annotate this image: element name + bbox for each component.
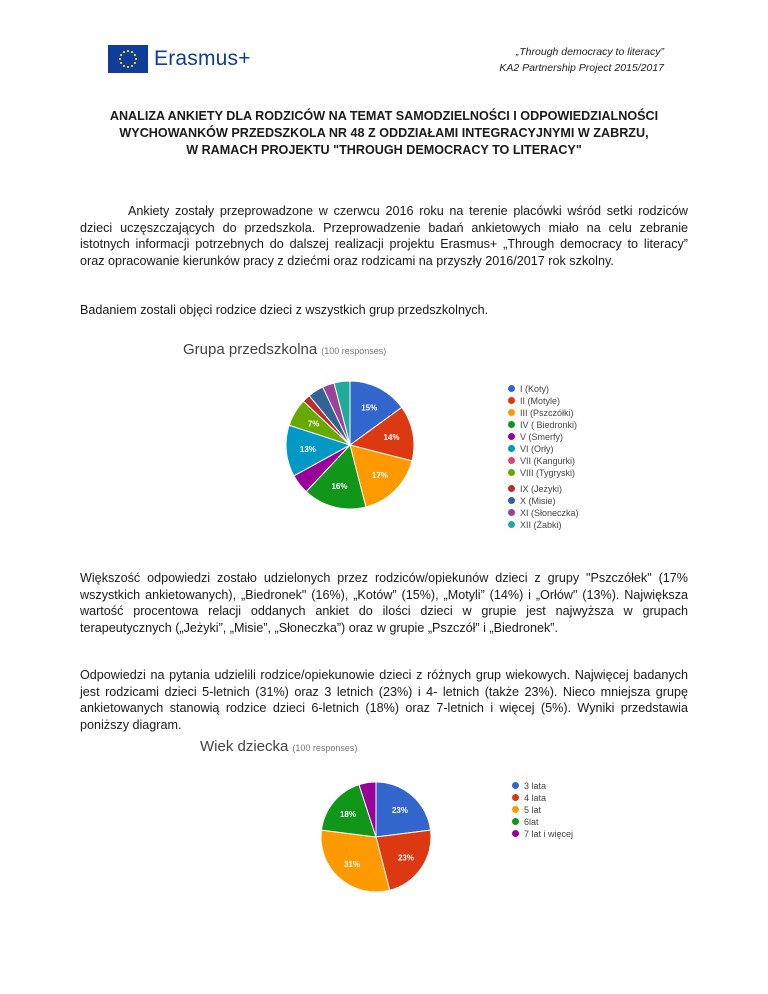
legend-dot-icon [512,806,519,813]
chart1-legend-item [508,495,579,507]
chart1-legend-label: VIII (Tygryski) [520,468,576,478]
chart1-slice-label-8: 7% [307,419,320,429]
eu-star [134,54,136,56]
groups-analysis-paragraph: Większość odpowiedzi zostało udzielonych przez rodziców/opiekunów dzieci z grupy "Pszczółek" (17% wszystkich ankietowanych), „Biedronek" (16%), „Kotów” (15%), „Motyli” (14%) i „Orłów" (13%). Największa wartość procentowa relacji oddanych ankiet do ilości dzieci w grupie jest najwyższa w grupach terapeutycznych („Jeżyki”, „Misie”, „Słoneczka”) oraz w grupie „Pszczół” i „Biedronek”. [80,571,688,635]
chart1-legend-label: IV ( Biedronki) [520,420,578,430]
chart2-legend-item [512,804,573,816]
chart1-slice-label-1: 15% [361,403,378,413]
legend-dot-icon [508,409,515,416]
chart1-legend-item [508,419,579,431]
chart1-slice-label-2: 14% [383,433,400,443]
chart2-slice-label-3: 31% [343,860,361,870]
eu-star [123,51,125,53]
legend-dot-icon [512,818,519,825]
erasmus-wordmark: Erasmus+ [154,47,251,70]
legend-dot-icon [508,433,515,440]
legend-dot-icon [512,794,519,801]
chart1-legend-label: I (Koty) [520,384,550,394]
chart1-legend-item [508,383,579,395]
legend-dot-icon [508,521,515,528]
chart2-slice-label-2: 23% [397,853,415,863]
eu-star [131,65,133,67]
eu-star [120,54,122,56]
legend-dot-icon [508,469,515,476]
chart1-legend-item [508,395,579,407]
eu-star [134,62,136,64]
eu-star [127,50,129,52]
chart2-legend-item [512,792,573,804]
chart1-legend-label: IX (Jeżyki) [520,484,563,494]
legend-dot-icon [508,421,515,428]
legend-dot-icon [508,509,515,516]
chart2-title [200,738,357,755]
title-line-2: WYCHOWANKÓW PRZEDSZKOLA NR 48 Z ODDZIAŁAMI INTEGRACYJNYMI W ZABRZU, [119,126,649,140]
chart1-legend-item [508,407,579,419]
chart2-legend-label: 3 lata [524,781,547,791]
chart1-title [183,341,386,358]
chart2-legend-item [512,780,573,792]
chart1-legend-item [508,455,579,467]
eu-star [127,66,129,68]
chart2-legend-label: 6lat [524,817,539,827]
chart1-legend-label: X (Misie) [520,496,556,506]
page-header [499,44,664,76]
legend-dot-icon [508,485,515,492]
chart1-legend-item [508,507,579,519]
document-title [60,108,708,159]
eu-star [135,58,137,60]
chart2-legend-label: 7 lat i więcej [524,829,574,839]
eu-star [119,58,121,60]
chart1-slice-label-3: 17% [371,470,388,480]
chart2-slice-label-1: 23% [391,805,409,815]
legend-dot-icon [508,445,515,452]
chart1-legend [508,383,579,531]
intro-paragraph: Ankiety zostały przeprowadzone w czerwcu 2016 roku na terenie placówki wśród setki rodziców dzieci uczęszczających do przedszkola. Przeprowadzenie badań ankietowych miało na celu zebranie istotnych informacji potrzebnych do dalszej realizacji projektu Erasmus+ „Through democracy to literacy” oraz opracowanie kierunków pracy z dziećmi oraz rodzicami na przyszły 2016/2017 rok szkolny. [80,204,688,268]
legend-dot-icon [508,497,515,504]
scope-paragraph: Badaniem zostali objęci rodzice dzieci z wszystkich grup przedszkolnych. [80,303,489,317]
erasmus-logo [108,45,251,75]
chart1-slice-label-6: 13% [299,445,316,454]
chart1-legend-item [508,443,579,455]
chart1-legend-label: VI (Orły) [520,444,554,454]
chart1-slice-label-4: 16% [331,481,348,491]
chart2-legend-label: 5 lat [524,805,542,815]
chart2-slice-label-4: 18% [339,809,357,819]
chart2-legend-item [512,828,573,840]
chart1-legend-label: III (Pszczółki) [520,408,574,418]
header-project-name: „Through democracy to literacy” [515,46,664,58]
chart1-legend-label: XI (Słoneczka) [520,508,579,518]
title-line-3: W RAMACH PROJEKTU "THROUGH DEMOCRACY TO LITERACY" [186,143,582,157]
legend-dot-icon [512,782,519,789]
chart2-pie [320,770,432,904]
header-project-info: KA2 Partnership Project 2015/2017 [499,62,664,74]
chart2-responses: (100 responses) [292,743,358,753]
eu-flag-icon [108,45,148,73]
chart1-legend-label: II (Motyle) [520,396,561,406]
chart1-legend-item [508,431,579,443]
chart1-legend-label: XII (Żabki) [520,520,562,530]
chart1-pie [280,380,420,510]
chart2-legend-item [512,816,573,828]
legend-dot-icon [508,397,515,404]
chart1-title-text: Grupa przedszkolna [183,341,318,358]
title-line-1: ANALIZA ANKIETY DLA RODZICÓW NA TEMAT SAMODZIELNOŚCI I ODPOWIEDZIALNOŚCI [109,109,659,123]
chart2-legend-label: 4 lata [524,793,547,803]
chart2-legend [512,780,573,840]
chart2-title-text: Wiek dziecka [200,738,289,755]
chart1-legend-item [508,467,579,479]
chart1-legend-label: V (Smerfy) [520,432,564,442]
eu-star [120,62,122,64]
legend-dot-icon [508,457,515,464]
eu-star [123,65,125,67]
age-analysis-paragraph: Odpowiedzi na pytania udzielili rodzice/opiekunowie dzieci z różnych grup wiekowych. Najwięcej badanych jest rodzicami dzieci 5-letnich (31%) oraz 3 letnich (23%) i 4- letnich (także 23%). Nieco mniejsza grupę ankietowanych stanowią rodzice dzieci 6-letnich (18%) oraz 7-letnich i więcej (5%). Wyniki przedstawia poniższy diagram. [80,668,688,732]
eu-stars-icon [108,45,148,73]
chart1-legend-label: VII (Kangurki) [520,456,576,466]
legend-dot-icon [508,385,515,392]
chart1-responses: (100 responses) [321,346,387,356]
chart1-legend-item [508,483,579,495]
eu-star [131,51,133,53]
chart1-legend-item [508,519,579,531]
legend-dot-icon [512,830,519,837]
